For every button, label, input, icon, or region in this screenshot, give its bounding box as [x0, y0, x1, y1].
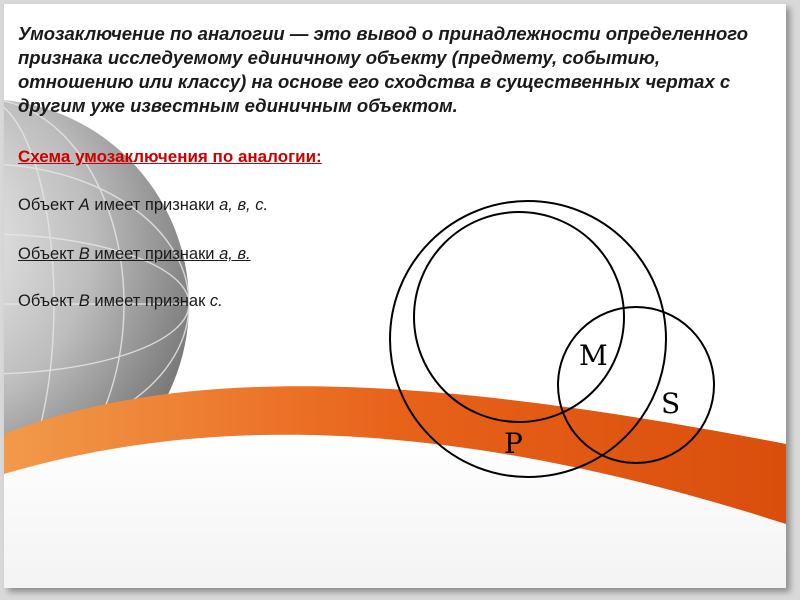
statement-2: Объект В имеет признаки а, в. — [18, 245, 251, 263]
circle-s — [558, 307, 714, 463]
statement-1: Объект А имеет признаки а, в, с. — [18, 196, 269, 214]
label-p: P — [504, 427, 523, 460]
analogy-diagram — [4, 4, 786, 588]
intro-paragraph: Умозаключение по аналогии — это вывод о принадлежности определенного признака исследуемому единичному объекту (предмету, событию, отношению или классу) на основе его сходства в существенных чертах с другим уже известным единичным объектом. — [18, 23, 749, 116]
slide — [4, 4, 786, 588]
statement-3: Объект В имеет признак с. — [18, 292, 223, 310]
label-s: S — [661, 387, 681, 420]
schema-title: Схема умозаключения по аналогии: — [18, 147, 322, 166]
circle-m — [414, 212, 624, 422]
circle-p — [390, 201, 666, 477]
label-m: M — [579, 339, 608, 372]
